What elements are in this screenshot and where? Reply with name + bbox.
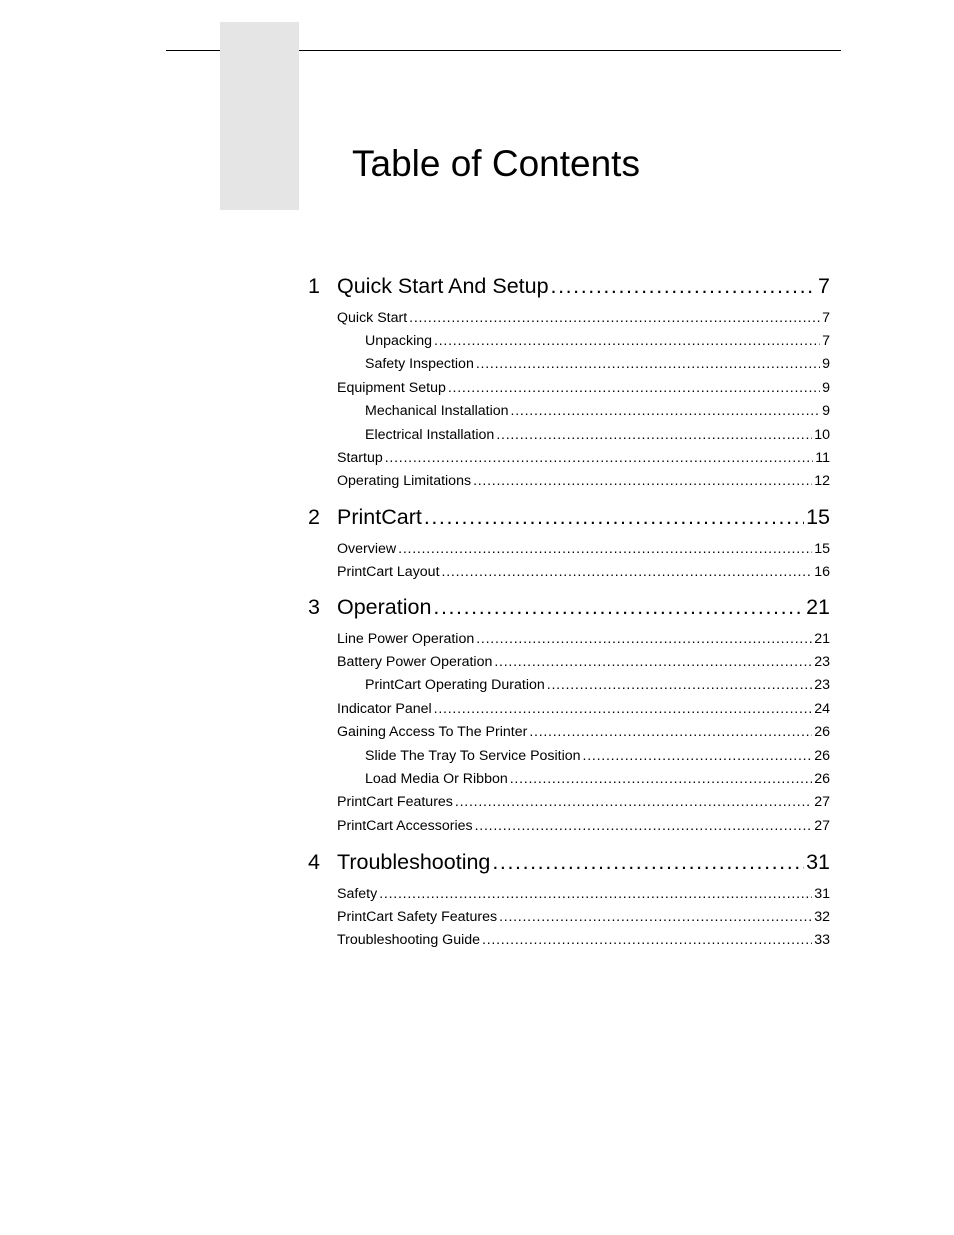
toc-section-entry[interactable]	[337, 907, 830, 927]
entry-page-number: 33	[814, 932, 830, 949]
entry-line	[365, 354, 830, 374]
dot-leader	[499, 907, 812, 927]
dot-leader	[583, 746, 813, 766]
entry-page-number: 9	[822, 356, 830, 373]
entry-line	[365, 331, 830, 351]
toc-section-entry[interactable]	[337, 652, 830, 672]
entry-title: Safety Inspection	[365, 356, 474, 373]
dot-leader	[494, 652, 812, 672]
entry-title: Unpacking	[365, 332, 433, 349]
entry-line	[337, 448, 830, 468]
entry-line	[337, 471, 830, 491]
entry-title: Gaining Access To The Printer	[337, 724, 528, 741]
entry-page-number: 31	[814, 885, 830, 902]
entry-page-number: 26	[814, 747, 830, 764]
dot-leader	[448, 378, 820, 398]
entry-page-number: 9	[822, 403, 830, 420]
dot-leader	[434, 699, 813, 719]
entry-title: Load Media Or Ribbon	[365, 770, 508, 787]
entry-line	[365, 425, 830, 445]
entry-page-number: 7	[822, 332, 830, 349]
entry-page-number: 23	[814, 653, 830, 670]
entry-page-number: 26	[814, 770, 830, 787]
dot-leader	[385, 448, 814, 468]
toc-subsection-entry[interactable]	[365, 425, 830, 445]
chapter-page-number: 31	[806, 850, 830, 874]
toc-section-entry[interactable]	[337, 308, 830, 328]
entry-title: PrintCart Layout	[337, 563, 440, 580]
dot-leader	[433, 593, 804, 621]
entry-title: Troubleshooting Guide	[337, 932, 481, 949]
entry-line	[365, 675, 830, 695]
entry-title: Mechanical Installation	[365, 403, 509, 420]
entry-page-number: 26	[814, 724, 830, 741]
entry-title: Quick Start	[337, 309, 408, 326]
entry-page-number: 16	[814, 563, 830, 580]
dot-leader	[475, 816, 813, 836]
dot-leader	[442, 562, 813, 582]
entry-page-number: 27	[814, 817, 830, 834]
entry-title: Startup	[337, 449, 383, 466]
entry-page-number: 23	[814, 677, 830, 694]
entry-title: Operating Limitations	[337, 473, 472, 490]
dot-leader	[547, 675, 812, 695]
entry-line	[365, 769, 830, 789]
toc-section-entry[interactable]	[337, 539, 830, 559]
entry-line	[337, 930, 830, 950]
entry-title: PrintCart Operating Duration	[365, 677, 545, 694]
dot-leader	[424, 503, 804, 531]
toc-section-entry[interactable]	[337, 562, 830, 582]
toc-section-entry[interactable]	[337, 471, 830, 491]
chapter-number: 1	[308, 274, 320, 298]
toc-subsection-entry[interactable]	[365, 331, 830, 351]
entry-title: Overview	[337, 540, 397, 557]
entry-line	[337, 652, 830, 672]
entry-line	[337, 629, 830, 649]
entry-title: Line Power Operation	[337, 630, 475, 647]
chapter-title: PrintCart	[337, 505, 422, 529]
entry-line	[337, 562, 830, 582]
header-rule-right	[299, 50, 841, 51]
toc-section-entry[interactable]	[337, 629, 830, 649]
entry-title: Battery Power Operation	[337, 653, 493, 670]
dot-leader	[551, 272, 816, 300]
chapter-title: Troubleshooting	[337, 850, 491, 874]
toc-subsection-entry[interactable]	[365, 746, 830, 766]
dot-leader	[455, 792, 812, 812]
chapter-title: Quick Start And Setup	[337, 274, 549, 298]
chapter-page-number: 21	[806, 595, 830, 619]
toc-section-entry[interactable]	[337, 378, 830, 398]
dot-leader	[476, 354, 820, 374]
entry-page-number: 32	[814, 908, 830, 925]
entry-page-number: 7	[822, 309, 830, 326]
entry-page-number: 21	[814, 630, 830, 647]
toc-section-entry[interactable]	[337, 448, 830, 468]
dot-leader	[473, 471, 812, 491]
chapter-page-number: 15	[806, 505, 830, 529]
entry-title: PrintCart Features	[337, 794, 453, 811]
entry-line	[337, 792, 830, 812]
entry-page-number: 24	[814, 700, 830, 717]
toc-subsection-entry[interactable]	[365, 769, 830, 789]
entry-line	[337, 378, 830, 398]
chapter-line	[337, 272, 830, 300]
toc-section-entry[interactable]	[337, 722, 830, 742]
chapter-2-heading[interactable]	[308, 503, 830, 531]
chapter-tab-block	[220, 22, 299, 210]
entry-page-number: 9	[822, 379, 830, 396]
entry-line	[337, 884, 830, 904]
chapter-line	[337, 848, 830, 876]
chapter-1-heading[interactable]	[308, 272, 830, 300]
dot-leader	[529, 722, 812, 742]
entry-line	[337, 699, 830, 719]
entry-line	[365, 401, 830, 421]
dot-leader	[398, 539, 812, 559]
dot-leader	[510, 769, 812, 789]
toc-section-entry[interactable]	[337, 816, 830, 836]
chapter-3-heading[interactable]	[308, 593, 830, 621]
entry-line	[337, 722, 830, 742]
entry-page-number: 11	[815, 449, 830, 466]
chapter-line	[337, 503, 830, 531]
toc-section-entry[interactable]	[337, 930, 830, 950]
entry-line	[337, 539, 830, 559]
dot-leader	[409, 308, 820, 328]
entry-title: PrintCart Accessories	[337, 817, 473, 834]
toc-section-entry[interactable]	[337, 699, 830, 719]
entry-page-number: 27	[814, 794, 830, 811]
entry-title: Indicator Panel	[337, 700, 432, 717]
dot-leader	[496, 425, 812, 445]
entry-title: Equipment Setup	[337, 379, 446, 396]
dot-leader	[492, 848, 804, 876]
toc-subsection-entry[interactable]	[365, 354, 830, 374]
entry-page-number: 10	[814, 426, 830, 443]
header-rule-left	[166, 50, 220, 51]
dot-leader	[434, 331, 820, 351]
dot-leader	[476, 629, 812, 649]
toc-subsection-entry[interactable]	[365, 675, 830, 695]
dot-leader	[482, 930, 812, 950]
chapter-number: 2	[308, 505, 320, 529]
entry-line	[337, 907, 830, 927]
toc-subsection-entry[interactable]	[365, 401, 830, 421]
dot-leader	[379, 884, 812, 904]
entry-title: PrintCart Safety Features	[337, 908, 498, 925]
chapter-page-number: 7	[818, 274, 830, 298]
chapter-line	[337, 593, 830, 621]
entry-page-number: 12	[814, 473, 830, 490]
entry-title: Slide The Tray To Service Position	[365, 747, 581, 764]
entry-line	[337, 816, 830, 836]
entry-line	[365, 746, 830, 766]
entry-title: Electrical Installation	[365, 426, 495, 443]
chapter-number: 3	[308, 595, 320, 619]
toc-section-entry[interactable]	[337, 792, 830, 812]
toc-section-entry[interactable]	[337, 884, 830, 904]
dot-leader	[511, 401, 821, 421]
chapter-title: Operation	[337, 595, 432, 619]
entry-title: Safety	[337, 885, 378, 902]
chapter-4-heading[interactable]	[308, 848, 830, 876]
entry-line	[337, 308, 830, 328]
page-title: Table of Contents	[352, 143, 640, 184]
chapter-number: 4	[308, 850, 320, 874]
entry-page-number: 15	[814, 540, 830, 557]
